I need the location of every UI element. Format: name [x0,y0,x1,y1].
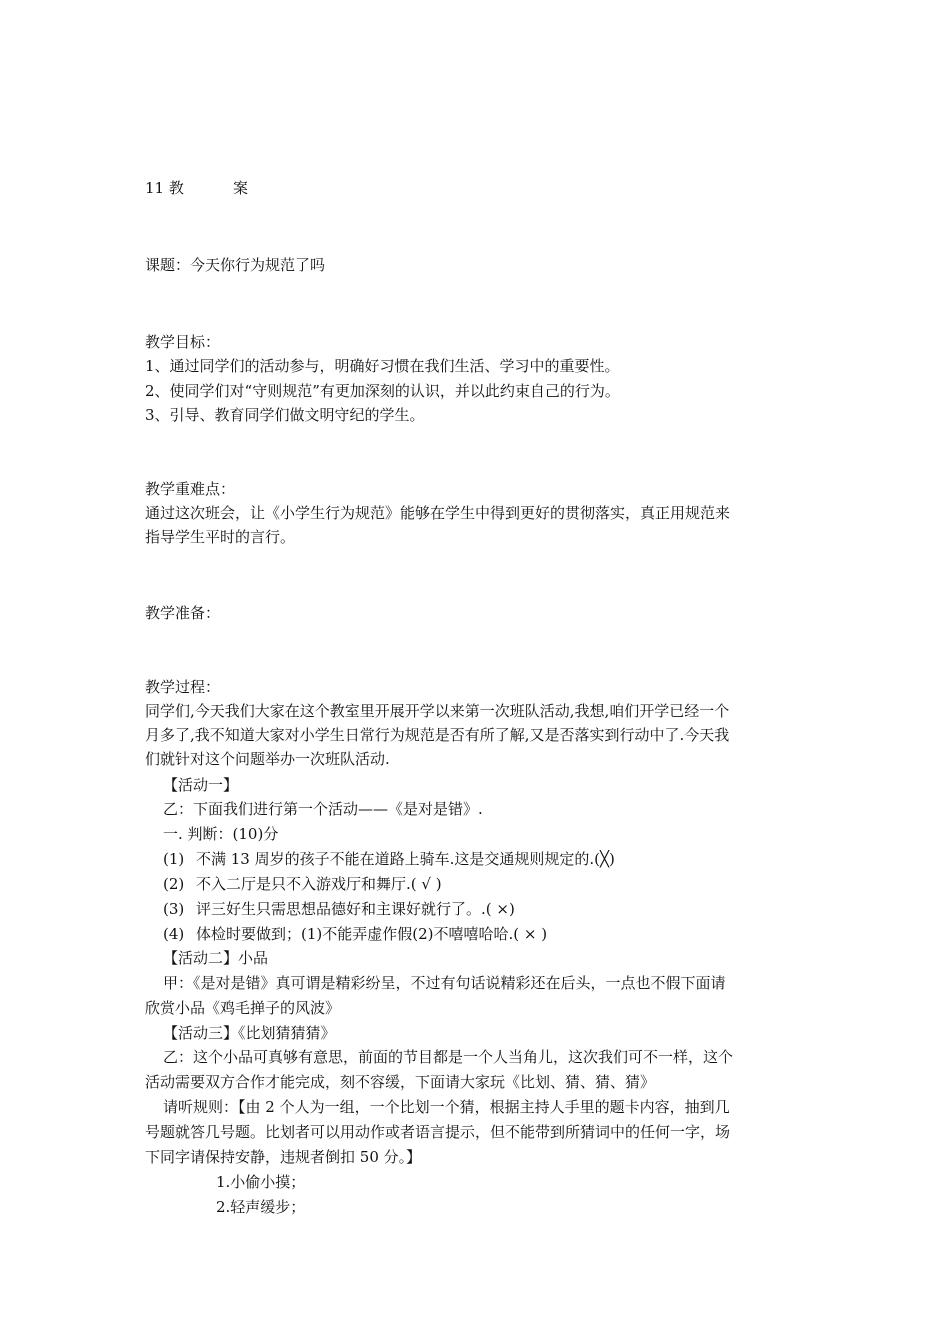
lesson-topic: 课题：今天你行为规范了吗 [145,256,326,274]
rules-text: 下同字请保持安静，违规者倒扣 50 分。】 [145,1148,422,1166]
activity3-text: 活动需要双方合作才能完成，刻不容缓，下面请大家玩《比划、猜、猜、猜》 [145,1073,656,1091]
activity2-text: 欣赏小品《鸡毛掸子的风波》 [145,999,341,1017]
document-title-word: 案 [233,179,249,197]
judgement-item [163,847,831,871]
judgement-item [163,897,831,921]
activity2-label: 【活动二】小品 [163,949,269,967]
judgement-item [163,872,831,896]
judgement-section: 一. 判断：(10)分 [163,825,279,843]
item-text: 不满 13 周岁的孩子不能在道路上骑车.这是交通规则规定的.(╳) [196,850,615,868]
item-number: (3) [163,900,185,918]
judgement-item [163,922,831,946]
objective-item: 3、引导、教育同学们做文明守纪的学生。 [145,406,425,424]
activity3-label: 【活动三】《比划猜猜猜》 [163,1024,336,1042]
activity1-label: 【活动一】 [163,776,239,794]
item-number: (1) [163,850,185,868]
key-points-heading: 教学重难点： [145,480,236,498]
objectives-heading: 教学目标： [145,333,221,351]
key-points-text: 通过这次班会，让《小学生行为规范》能够在学生中得到更好的贯彻落实，真正用规范来 [145,504,731,522]
rules-text: 号题就答几号题。比划者可以用动作或者语言提示，但不能带到所猜词中的任何一字，场 [145,1123,731,1141]
objective-item: 1、通过同学们的活动参与，明确好习惯在我们生活、学习中的重要性。 [145,357,620,375]
process-heading: 教学过程： [145,678,221,696]
rules-text: 请听规则：【由 2 个人为一组，一个比划一个猜，根据主持人手里的题卡内容，抽到几 [163,1098,730,1116]
item-text: 不入二厅是只不入游戏厅和舞厅.( √ ) [196,875,442,893]
process-intro: 月多了,我不知道大家对小学生日常行为规范是否有所了解,又是否落实到行动中了.今天我 [145,726,730,744]
process-intro: 们就针对这个问题举办一次班队活动. [145,750,390,768]
item-text: 体检时要做到；(1)不能弄虚作假(2)不嘻嘻哈哈.( × ) [196,925,548,943]
preparation-heading: 教学准备： [145,604,221,622]
activity3-text: 乙：这个小品可真够有意思，前面的节目都是一个人当角儿，这次我们可不一样，这个 [163,1048,734,1066]
item-number: (4) [163,925,185,943]
objective-item: 2、使同学们对“守则规范”有更加深刻的认识，并以此约束自己的行为。 [145,382,620,400]
guess-item: 2.轻声缓步； [216,1198,306,1216]
activity1-intro: 乙：下面我们进行第一个活动——《是对是错》. [163,800,483,818]
document-title-number: 11 教 [145,179,184,197]
activity2-text: 甲：《是对是错》真可谓是精彩纷呈，不过有句话说精彩还在后头，一点也不假下面请 [163,974,726,992]
guess-item: 1.小偷小摸； [216,1173,306,1191]
item-number: (2) [163,875,185,893]
item-text: 评三好生只需思想品德好和主课好就行了。.( ×) [196,900,515,918]
process-intro: 同学们,今天我们大家在这个教室里开展开学以来第一次班队活动,我想,咱们开学已经一个 [145,702,730,720]
key-points-text: 指导学生平时的言行。 [145,528,296,546]
